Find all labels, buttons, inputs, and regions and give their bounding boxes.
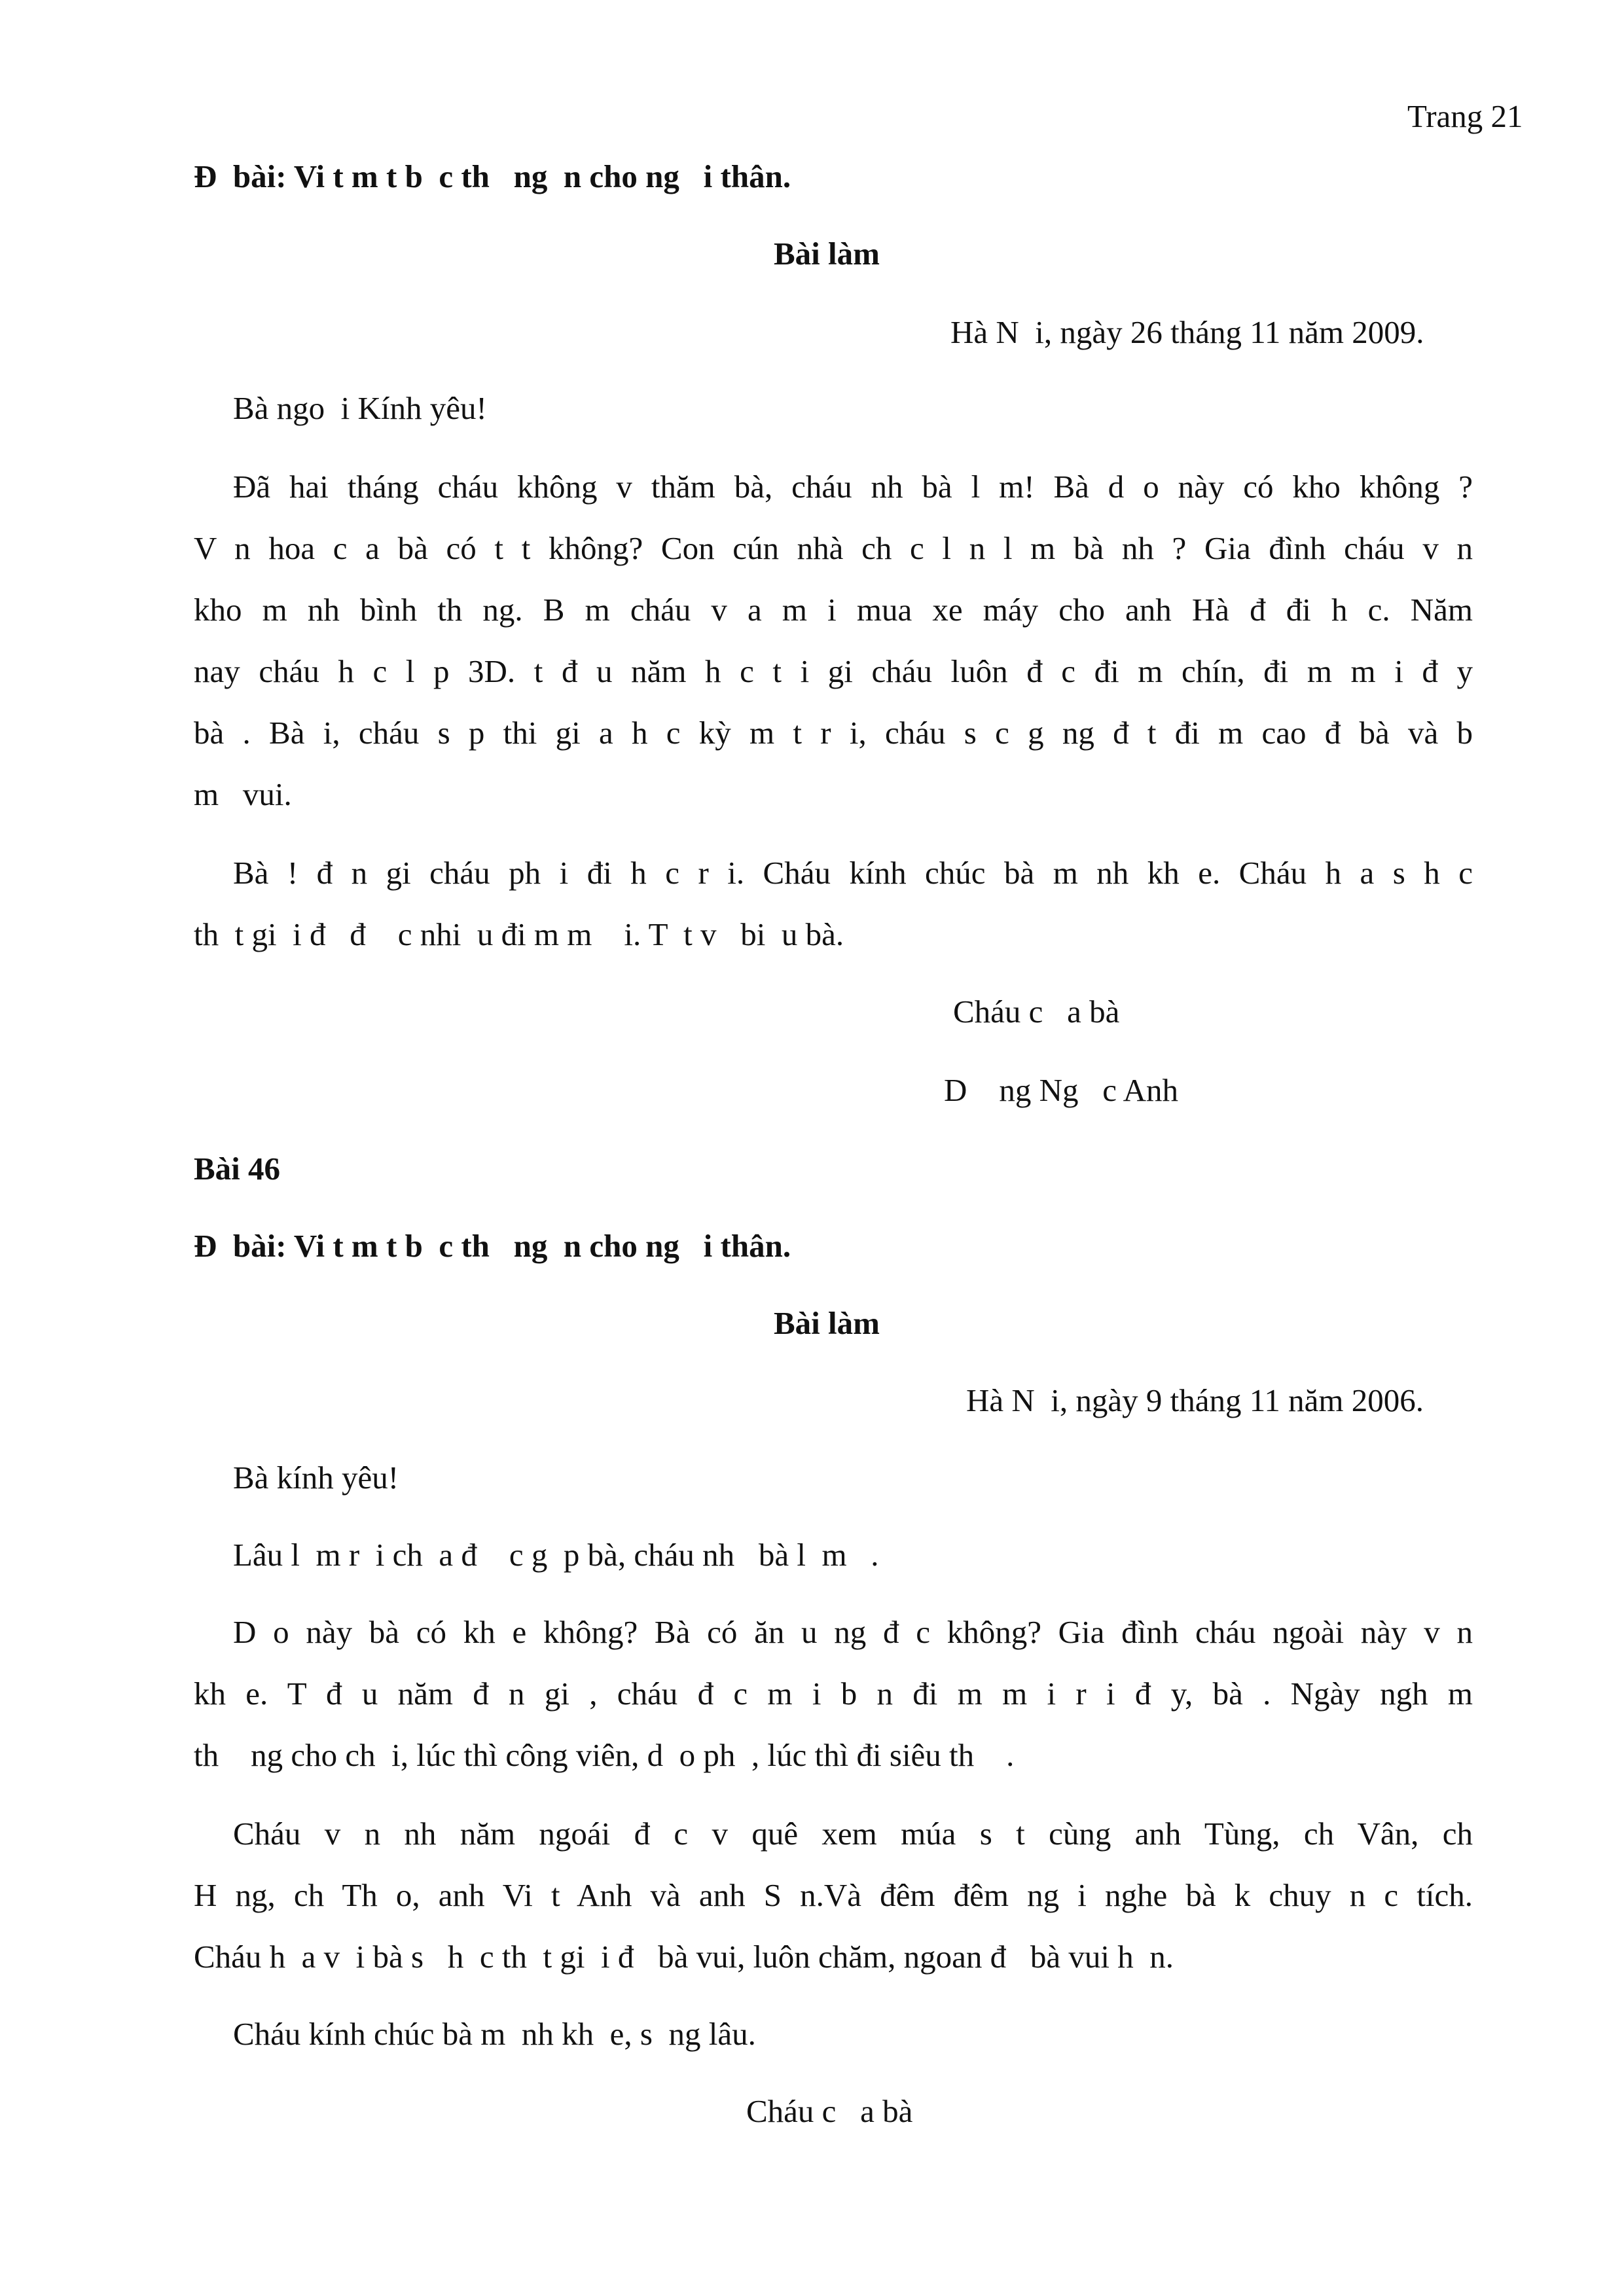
letter1-p2-line: th t gi i đ đ c nhi u đi m m i. T t v bi u bà. [194, 916, 844, 952]
letter2-p3-line: Cháu h a v i bà s h c th t gi i đ bà vui, luôn chăm, ngoan đ bà vui h n. [194, 1939, 1174, 1975]
letter1-p1-line: V n hoa c a bà có t t không? Con cún nhà ch c l n l m bà nh ? Gia đình cháu v n [194, 530, 1473, 566]
letter2-p2-line: kh e. T đ u năm đ n gi , cháu đ c m i b n đi m m i r i đ y, bà . Ngày ngh m [194, 1676, 1473, 1712]
letter1-p1-line: m vui. [194, 776, 292, 812]
letter2-closing: Cháu c a bà [746, 2093, 913, 2129]
letter2-section-title: Bài 46 [194, 1151, 281, 1187]
page-number: Trang 21 [1407, 98, 1523, 134]
letter2-heading: Bài làm [774, 1305, 880, 1341]
letter1-greeting: Bà ngo i Kính yêu! [233, 390, 487, 426]
letter2-p2-line: th ng cho ch i, lúc thì công viên, d o ph , lúc thì đi siêu th . [194, 1737, 1015, 1773]
letter1-p2-line: Bà ! đ n gi cháu ph i đi h c r i. Cháu kính chúc bà m nh kh e. Cháu h a s h c [233, 855, 1473, 891]
letter2-p3-line: Cháu v n nh năm ngoái đ c v quê xem múa s t cùng anh Tùng, ch Vân, ch [233, 1816, 1473, 1852]
letter2-date-line: Hà N i, ngày 9 tháng 11 năm 2006. [966, 1382, 1424, 1418]
letter1-p1-line: kho m nh bình th ng. B m cháu v a m i mua xe máy cho anh Hà đ đi h c. Năm [194, 592, 1473, 628]
letter2-p2-line: D o này bà có kh e không? Bà có ăn u ng đ c không? Gia đình cháu ngoài này v n [233, 1614, 1473, 1650]
letter2-p1: Lâu l m r i ch a đ c g p bà, cháu nh bà l m . [233, 1537, 879, 1573]
letter1-p1-line: Đã hai tháng cháu không v thăm bà, cháu nh bà l m! Bà d o này có kho không ? [233, 469, 1473, 505]
letter2-p4: Cháu kính chúc bà m nh kh e, s ng lâu. [233, 2016, 756, 2052]
letter1-heading: Bài làm [774, 236, 880, 272]
letter2-p3-line: H ng, ch Th o, anh Vi t Anh và anh S n.Và đêm đêm ng i nghe bà k chuy n c tích. [194, 1877, 1473, 1913]
letter1-closing: Cháu c a bà [953, 994, 1120, 1030]
letter1-topic: Đ bài: Vi t m t b c th ng n cho ng i thân. [194, 158, 791, 194]
letter2-topic: Đ bài: Vi t m t b c th ng n cho ng i thân. [194, 1228, 791, 1264]
letter1-signature: D ng Ng c Anh [944, 1072, 1178, 1108]
letter1-date-line: Hà N i, ngày 26 tháng 11 năm 2009. [950, 314, 1424, 350]
letter2-greeting: Bà kính yêu! [233, 1460, 399, 1496]
letter1-p1-line: bà . Bà i, cháu s p thi gi a h c kỳ m t r i, cháu s c g ng đ t đi m cao đ bà và b [194, 715, 1473, 751]
letter1-p1-line: nay cháu h c l p 3D. t đ u năm h c t i gi cháu luôn đ c đi m chín, đi m m i đ y [194, 653, 1473, 689]
